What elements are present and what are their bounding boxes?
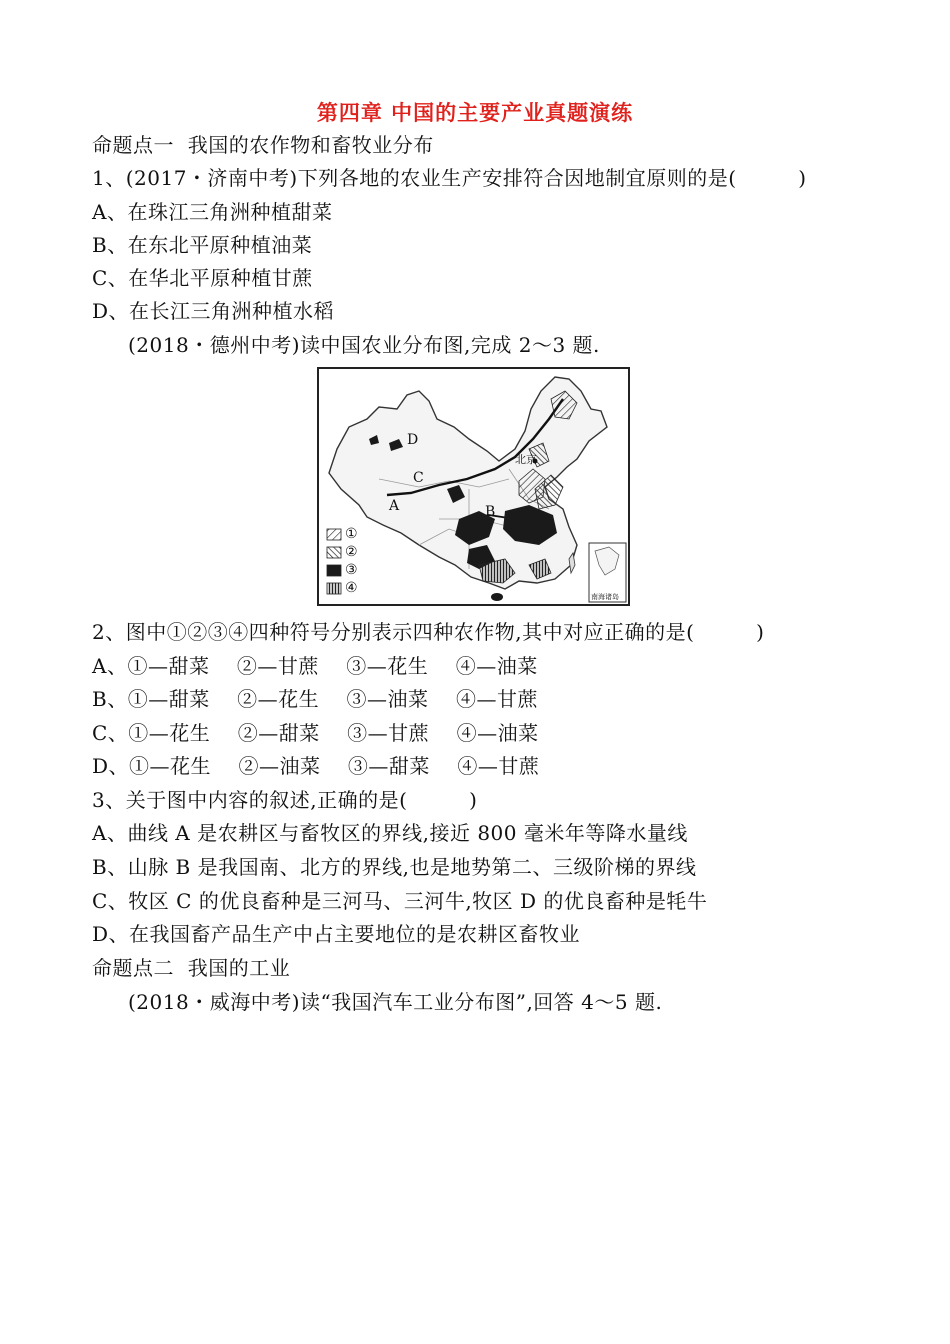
question-2-option-c: C、①—花生 ②—甜菜 ③—甘蔗 ④—油菜	[92, 721, 539, 745]
legend-item-4: ④	[345, 580, 358, 596]
page-title: 第四章 中国的主要产业真题演练	[316, 101, 634, 125]
question-1-stem: 1、(2017・济南中考)下列各地的农业生产安排符合因地制宜原则的是( )	[92, 166, 807, 190]
legend-item-2: ②	[345, 544, 358, 560]
legend-item-1: ①	[345, 526, 358, 542]
question-2-option-d: D、①—花生 ②—油菜 ③—甜菜 ④—甘蔗	[92, 754, 540, 778]
questions-2-3-intro: (2018・德州中考)读中国农业分布图,完成 2～3 题.	[128, 333, 600, 357]
china-map-figure	[319, 369, 628, 604]
map-label-south-sea: 南海诸岛	[591, 593, 619, 601]
question-3-stem: 3、关于图中内容的叙述,正确的是( )	[92, 788, 478, 812]
legend-item-3: ③	[345, 562, 358, 578]
map-label-b: B	[485, 504, 496, 520]
question-1-option-a: A、在珠江三角洲种植甜菜	[92, 200, 333, 224]
map-label-beijing: 北京	[515, 453, 537, 466]
question-1-option-c: C、在华北平原种植甘蔗	[92, 266, 313, 290]
question-2-stem: 2、图中①②③④四种符号分别表示四种农作物,其中对应正确的是( )	[92, 620, 765, 644]
question-3-option-a: A、曲线 A 是农耕区与畜牧区的界线,接近 800 毫米年等降水量线	[92, 821, 688, 845]
section-heading-2: 命题点二 我国的工业	[92, 956, 291, 980]
map-label-d: D	[407, 432, 419, 448]
question-3-option-d: D、在我国畜产品生产中占主要地位的是农耕区畜牧业	[92, 922, 581, 946]
question-1-option-d: D、在长江三角洲种植水稻	[92, 299, 335, 323]
questions-4-5-intro: (2018・威海中考)读“我国汽车工业分布图”,回答 4～5 题.	[128, 990, 663, 1014]
china-agriculture-map	[317, 367, 630, 606]
question-3-option-c: C、牧区 C 的优良畜种是三河马、三河牛,牧区 D 的优良畜种是牦牛	[92, 889, 708, 913]
question-2-option-a: A、①—甜菜 ②—甘蔗 ③—花生 ④—油菜	[92, 654, 538, 678]
map-label-c: C	[413, 470, 424, 486]
question-1-option-b: B、在东北平原种植油菜	[92, 233, 313, 257]
map-label-a: A	[389, 498, 400, 514]
section-heading-1: 命题点一 我国的农作物和畜牧业分布	[92, 133, 434, 157]
question-3-option-b: B、山脉 B 是我国南、北方的界线,也是地势第二、三级阶梯的界线	[92, 855, 697, 879]
question-2-option-b: B、①—甜菜 ②—花生 ③—油菜 ④—甘蔗	[92, 687, 538, 711]
